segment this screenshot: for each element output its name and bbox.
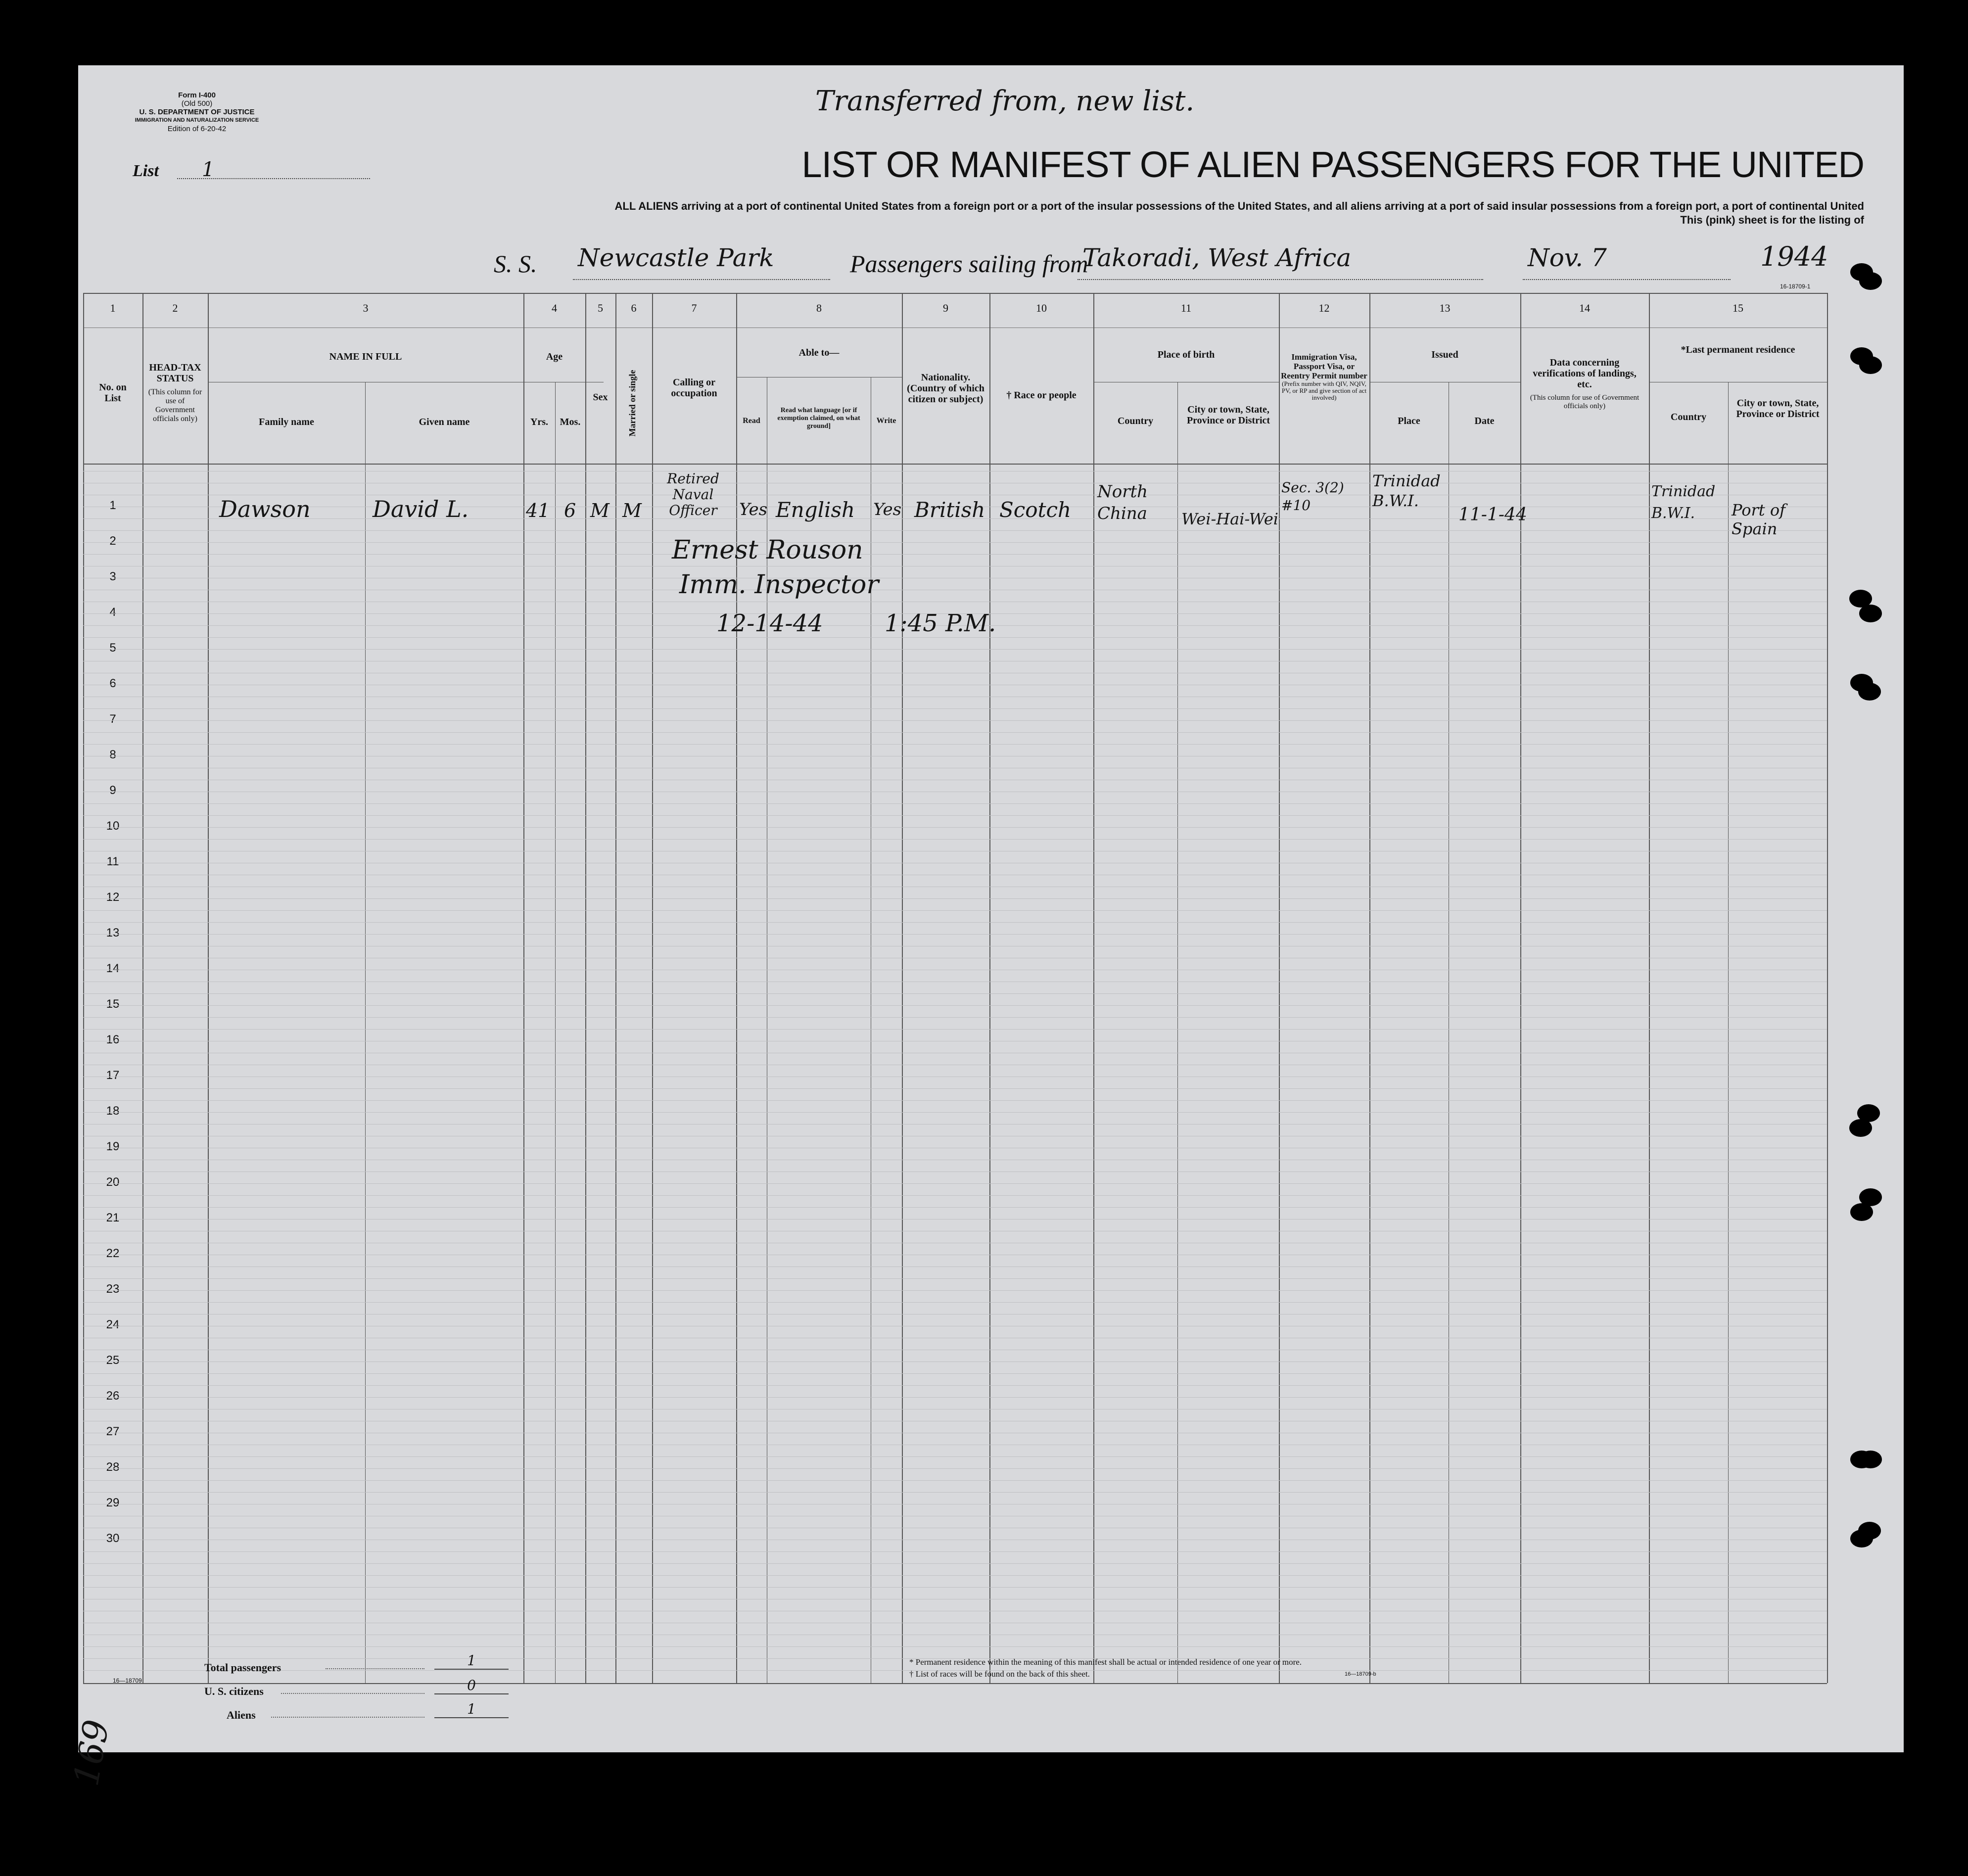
col-header-visa	[1280, 352, 1368, 401]
ruled-line	[83, 1183, 1827, 1184]
row-number: 12	[106, 891, 120, 904]
col-header-residence: *Last permanent residence	[1681, 344, 1795, 355]
col-num-12: 12	[1318, 302, 1330, 314]
inspector-title: Imm. Inspector	[679, 570, 879, 600]
col-header-issued: Issued	[1431, 349, 1458, 360]
inspector-date: 12-14-44	[716, 610, 823, 637]
punch-hole	[1859, 1451, 1882, 1468]
total-passengers: 1	[434, 1652, 509, 1670]
ruled-line	[83, 1100, 1827, 1101]
list-field	[133, 162, 159, 181]
subtitle-1: ALL ALIENS arriving at a port of continental United States from a foreign port or a port of the insular possessions of the United States, and all aliens arriving at a port of said insular possessions from a foreign port, a port of continental United	[614, 200, 1864, 212]
ruled-line	[83, 530, 1827, 531]
ruled-line	[83, 993, 1827, 994]
row-number: 8	[109, 748, 116, 761]
col-header-given: Given name	[419, 417, 470, 427]
col-num-15: 15	[1733, 302, 1743, 314]
col-header-yrs: Yrs.	[530, 417, 549, 427]
col-header-age: Age	[546, 351, 563, 362]
handwritten-note: Transferred from, new list.	[815, 85, 1195, 117]
ruled-line	[83, 1005, 1827, 1006]
entry-read: Yes	[739, 500, 768, 519]
col-header-name: NAME IN FULL	[329, 351, 402, 362]
entry-married: M	[622, 500, 642, 521]
ruled-line	[83, 803, 1827, 804]
row-number: 11	[106, 855, 119, 868]
punch-hole	[1859, 272, 1882, 290]
row-number: 15	[106, 997, 120, 1011]
col-num-2: 2	[172, 302, 178, 314]
departure-port: Takoradi, West Africa	[1082, 243, 1352, 272]
row-number: 24	[106, 1318, 120, 1331]
row-number: 6	[109, 677, 116, 690]
entry-given-name: David L.	[373, 496, 469, 522]
form-info	[123, 91, 271, 133]
row-number: 17	[106, 1069, 120, 1082]
col-header-no: No. on List	[99, 382, 127, 404]
punch-hole	[1858, 1522, 1881, 1540]
col-num-3: 3	[363, 302, 369, 314]
service: IMMIGRATION AND NATURALIZATION SERVICE	[135, 117, 259, 123]
ruled-line	[83, 637, 1827, 638]
ruled-line	[83, 898, 1827, 899]
ruled-line	[83, 649, 1827, 650]
ruled-line	[83, 1456, 1827, 1457]
ruled-line	[83, 815, 1827, 816]
entry-issued-date: 11-1-44	[1458, 505, 1527, 525]
entry-issued-place: Trinidad B.W.I.	[1372, 471, 1441, 510]
ruled-line	[83, 554, 1827, 555]
list-number: 1	[202, 158, 215, 181]
punch-hole	[1858, 683, 1881, 701]
entry-nationality: British	[914, 498, 985, 522]
col-header-nationality: Nationality. (Country of which citizen or subject)	[907, 372, 984, 405]
ruled-line	[83, 1385, 1827, 1386]
col-header-able: Able to—	[798, 347, 840, 358]
col-header-res-city: City or town, State, Province or District	[1736, 398, 1820, 420]
entry-birth-city: Wei-Hai-Wei	[1181, 510, 1278, 528]
inspector-time: 1:45 P.M.	[885, 610, 996, 637]
entry-residence-country: Trinidad B.W.I.	[1651, 483, 1716, 522]
row-number: 21	[106, 1211, 120, 1224]
col-num-11: 11	[1180, 302, 1192, 314]
ruled-line	[83, 1587, 1827, 1588]
ruled-line	[83, 1266, 1827, 1267]
row-number: 9	[109, 784, 116, 797]
col-num-5: 5	[598, 302, 603, 314]
row-number: 19	[106, 1140, 120, 1153]
edition: Edition of 6-20-42	[167, 125, 227, 133]
subtitle-2: This (pink) sheet is for the listing of	[1680, 214, 1864, 226]
entry-age-yrs: 41	[526, 500, 550, 521]
footnote-code: 16—18709-b	[1345, 1671, 1376, 1677]
ruled-line	[83, 542, 1827, 543]
row-number: 4	[109, 606, 116, 619]
form-old-number: (Old 500)	[181, 99, 213, 108]
visa-label: Immigration Visa, Passport Visa, or Reentry Permit number	[1281, 352, 1367, 380]
ruled-line	[83, 1646, 1827, 1647]
col-header-birthplace: Place of birth	[1157, 349, 1215, 360]
entry-family-name: Dawson	[219, 496, 311, 522]
row-number: 18	[106, 1104, 120, 1118]
col-num-10: 10	[1036, 302, 1047, 314]
col-num-14: 14	[1579, 302, 1590, 314]
row-number: 26	[106, 1389, 120, 1403]
verification-label: Data concerning verifications of landings, etc.	[1533, 357, 1637, 390]
row-number: 28	[106, 1460, 120, 1474]
department: U. S. DEPARTMENT OF JUSTICE	[139, 108, 255, 116]
total-passengers-label: Total passengers	[204, 1661, 281, 1674]
us-citizens-label: U. S. citizens	[204, 1685, 264, 1697]
row-number: 29	[106, 1496, 120, 1509]
sailing-year: 1944	[1760, 241, 1828, 272]
row-number: 20	[106, 1175, 120, 1189]
ruled-line	[83, 1468, 1827, 1469]
col-header-sex: Sex	[593, 392, 608, 403]
ruled-line	[83, 1112, 1827, 1113]
page-number: 169	[65, 1717, 117, 1789]
entry-race: Scotch	[999, 498, 1072, 522]
col-num-1: 1	[110, 302, 116, 314]
row-number: 25	[106, 1354, 120, 1367]
punch-hole	[1859, 1188, 1882, 1206]
ruled-line	[83, 1029, 1827, 1030]
row-number: 2	[109, 534, 116, 548]
col-header-issued-place: Place	[1398, 416, 1420, 426]
ruled-line	[83, 720, 1827, 721]
row-number: 23	[106, 1282, 120, 1296]
entry-occupation: Retired Naval Officer	[667, 470, 719, 518]
col-header-res-country: Country	[1670, 412, 1707, 422]
ruled-line	[83, 1088, 1827, 1089]
aliens: 1	[434, 1701, 509, 1718]
row-number: 5	[109, 641, 116, 655]
punch-hole	[1859, 356, 1882, 374]
entry-language: English	[776, 498, 855, 522]
verification-note: (This column for use of Government officials only)	[1530, 394, 1640, 410]
row-number: 13	[106, 926, 120, 939]
col-num-4: 4	[552, 302, 557, 314]
form-code-top: 16-18709-1	[1780, 283, 1811, 290]
list-label: List	[133, 162, 159, 180]
col-header-language: Read what language [or if exemption claimed, on what ground]	[777, 407, 860, 430]
col-header-headtax	[145, 362, 205, 423]
col-header-issued-date: Date	[1474, 416, 1495, 426]
page-title: LIST OR MANIFEST OF ALIEN PASSENGERS FOR THE UNITED	[801, 144, 1864, 185]
ruled-line	[83, 1551, 1827, 1552]
ruled-line	[83, 934, 1827, 935]
entry-residence-city: Port of Spain	[1732, 501, 1785, 538]
row-number: 30	[106, 1532, 120, 1545]
aliens-label: Aliens	[227, 1709, 256, 1721]
ship-name: Newcastle Park	[578, 243, 774, 272]
punch-hole	[1859, 605, 1882, 622]
ruled-line	[83, 1397, 1827, 1398]
col-header-birth-city: City or town, State, Province or District	[1186, 404, 1270, 426]
footnote-races: † List of races will be found on the back of this sheet.	[909, 1669, 1090, 1679]
row-number: 7	[109, 712, 116, 726]
voyage-line	[494, 243, 1899, 283]
entry-write: Yes	[873, 500, 902, 519]
col-num-6: 6	[631, 302, 637, 314]
col-header-race: † Race or people	[1006, 390, 1077, 401]
footnote-residence: * Permanent residence within the meaning of this manifest shall be actual or intended residence of one year or more.	[909, 1657, 1302, 1667]
form-number: Form I-400	[178, 91, 216, 99]
form-code-bottom: 16—18709	[113, 1677, 142, 1684]
col-header-family: Family name	[259, 417, 314, 427]
ruled-line	[83, 910, 1827, 911]
ruled-line	[83, 744, 1827, 745]
manifest-sheet	[65, 65, 1904, 1789]
row-number: 14	[106, 962, 120, 975]
ruled-line	[83, 1361, 1827, 1362]
row-number: 22	[106, 1247, 120, 1260]
row-number: 3	[109, 570, 116, 583]
headtax-note: (This column for use of Government officials only)	[148, 388, 202, 423]
ruled-line	[83, 1492, 1827, 1493]
col-num-13: 13	[1439, 302, 1451, 314]
col-num-9: 9	[943, 302, 948, 314]
sailing-date: Nov. 7	[1528, 243, 1607, 272]
col-header-read: Read	[743, 417, 760, 425]
ruled-line	[83, 1563, 1827, 1564]
col-header-occupation: Calling or occupation	[671, 377, 717, 399]
visa-note: (Prefix number with QIV, NQIV, PV, or RP and give section of act involved)	[1281, 380, 1367, 401]
ruled-line	[83, 1195, 1827, 1196]
ruled-line	[83, 1017, 1827, 1018]
row-number: 1	[109, 499, 116, 512]
sailing-label: Passengers sailing from	[850, 250, 1088, 278]
ruled-line	[83, 708, 1827, 709]
ruled-line	[83, 732, 1827, 733]
col-header-verification	[1525, 357, 1644, 411]
row-number: 16	[106, 1033, 120, 1046]
col-header-write: Write	[876, 417, 896, 425]
ruled-line	[83, 839, 1827, 840]
entry-age-mos: 6	[564, 500, 576, 521]
entry-sex: M	[590, 500, 609, 521]
col-num-8: 8	[816, 302, 822, 314]
ruled-line	[83, 1207, 1827, 1208]
col-header-birth-country: Country	[1117, 416, 1154, 426]
col-num-7: 7	[691, 302, 697, 314]
row-number: 27	[106, 1425, 120, 1438]
ruled-line	[83, 922, 1827, 923]
ruled-line	[83, 1575, 1827, 1576]
us-citizens: 0	[434, 1677, 509, 1694]
ruled-line	[83, 1373, 1827, 1374]
ss-label: S. S.	[494, 250, 537, 278]
ruled-line	[83, 1302, 1827, 1303]
col-header-married: Married or single	[627, 370, 637, 437]
row-number: 10	[106, 819, 120, 833]
punch-hole	[1857, 1104, 1880, 1122]
entry-visa: Sec. 3(2) #10	[1281, 479, 1344, 514]
ruled-line	[83, 827, 1827, 828]
inspector-name: Ernest Rouson	[672, 535, 863, 565]
entry-birth-country: North China	[1097, 482, 1148, 523]
ruled-line	[83, 1124, 1827, 1125]
col-header-mos: Mos.	[560, 417, 581, 427]
ruled-line	[83, 1480, 1827, 1481]
ruled-line	[83, 1278, 1827, 1279]
headtax-label: HEAD-TAX STATUS	[149, 362, 201, 384]
ruled-line	[83, 1290, 1827, 1291]
